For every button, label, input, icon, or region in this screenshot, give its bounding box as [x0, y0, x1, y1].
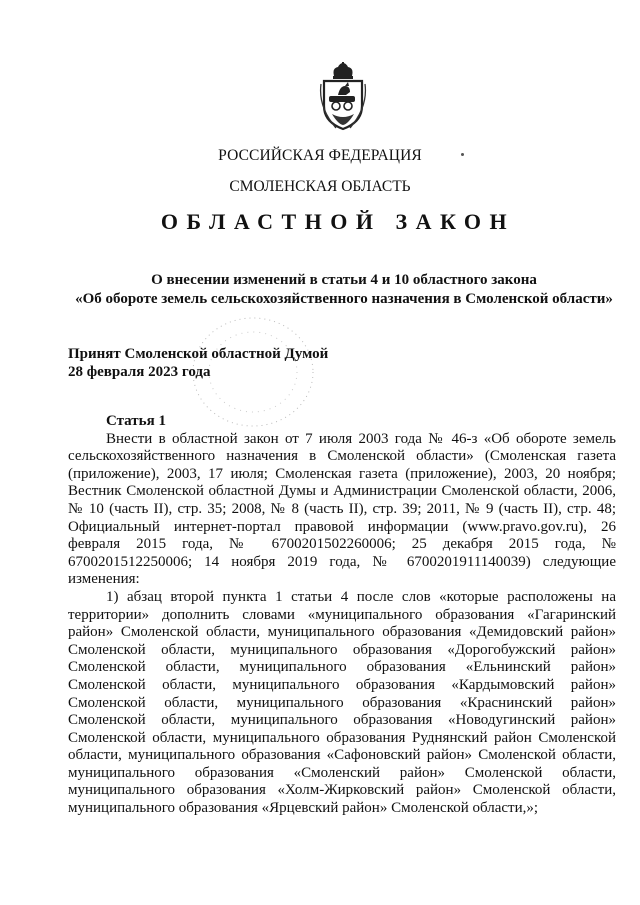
article-heading: Статья 1 — [106, 413, 166, 429]
adoption-info — [68, 345, 328, 381]
law-name-line-1: О внесении изменений в статьи 4 и 10 областного закона — [151, 272, 537, 288]
article-item-1: 1) абзац второй пункта 1 статьи 4 после слов «которые расположены на территории» дополнить словами «муниципального образования «Гагаринский район» Смоленской области, муниципального образования «Демидовский район» Смоленской области, муниципального образования «Дорогобужский район» Смоленской области, муниципального образования «Ельнинский район» Смоленской области, муниципального образования «Кардымовский район» Смоленской области, муниципального образования «Краснинский район» Смоленской области, муниципального образования «Новодугинский район» Смоленской области, муниципального образования Руднянский район Смоленской области, муниципального образования «Сафоновский район» Смоленской области, муниципального образования «Смоленский район» Смоленской области, муниципального образования «Холм-Жирковский район» Смоленской области, муниципального образования «Ярцевский район» Смоленской области,»; — [68, 588, 616, 817]
law-name — [0, 271, 640, 309]
law-name-line-2: «Об обороте земель сельскохозяйственного назначения в Смоленской области» — [75, 291, 613, 307]
coat-of-arms-icon — [318, 62, 368, 132]
article-intro-paragraph: Внести в областной закон от 7 июля 2003 года № 46-з «Об обороте земель сельскохозяйственного назначения в Смоленской области» (Смоленская газета (приложение), 2003, 17 июля; Смоленская газета (приложение), 2003, 20 ноября; Вестник Смоленской областной Думы и Администрации Смоленской области, 2006, № 10 (часть II), стр. 35; 2008, № 8 (часть II), стр. 39; 2011, № 9 (часть II), стр. 48; Официальный интернет-портал правовой информации (www.pravo.gov.ru), 26 февраля 2015 года, № 6700201502260006; 25 декабря 2015 года, № 6700201512250006; 14 ноября 2019 года, № 6700201911140039) следующие изменения: — [68, 430, 616, 588]
header-region: СМОЛЕНСКАЯ ОБЛАСТЬ — [229, 178, 411, 195]
adoption-date: 28 февраля 2023 года — [68, 364, 211, 380]
article-1 — [68, 413, 616, 818]
adoption-line-1: Принят Смоленской областной Думой — [68, 346, 329, 362]
scan-speck — [461, 153, 464, 156]
document-type-title: ОБЛАСТНОЙ ЗАКОН — [160, 209, 516, 234]
header-country: РОССИЙСКАЯ ФЕДЕРАЦИЯ — [218, 147, 422, 164]
